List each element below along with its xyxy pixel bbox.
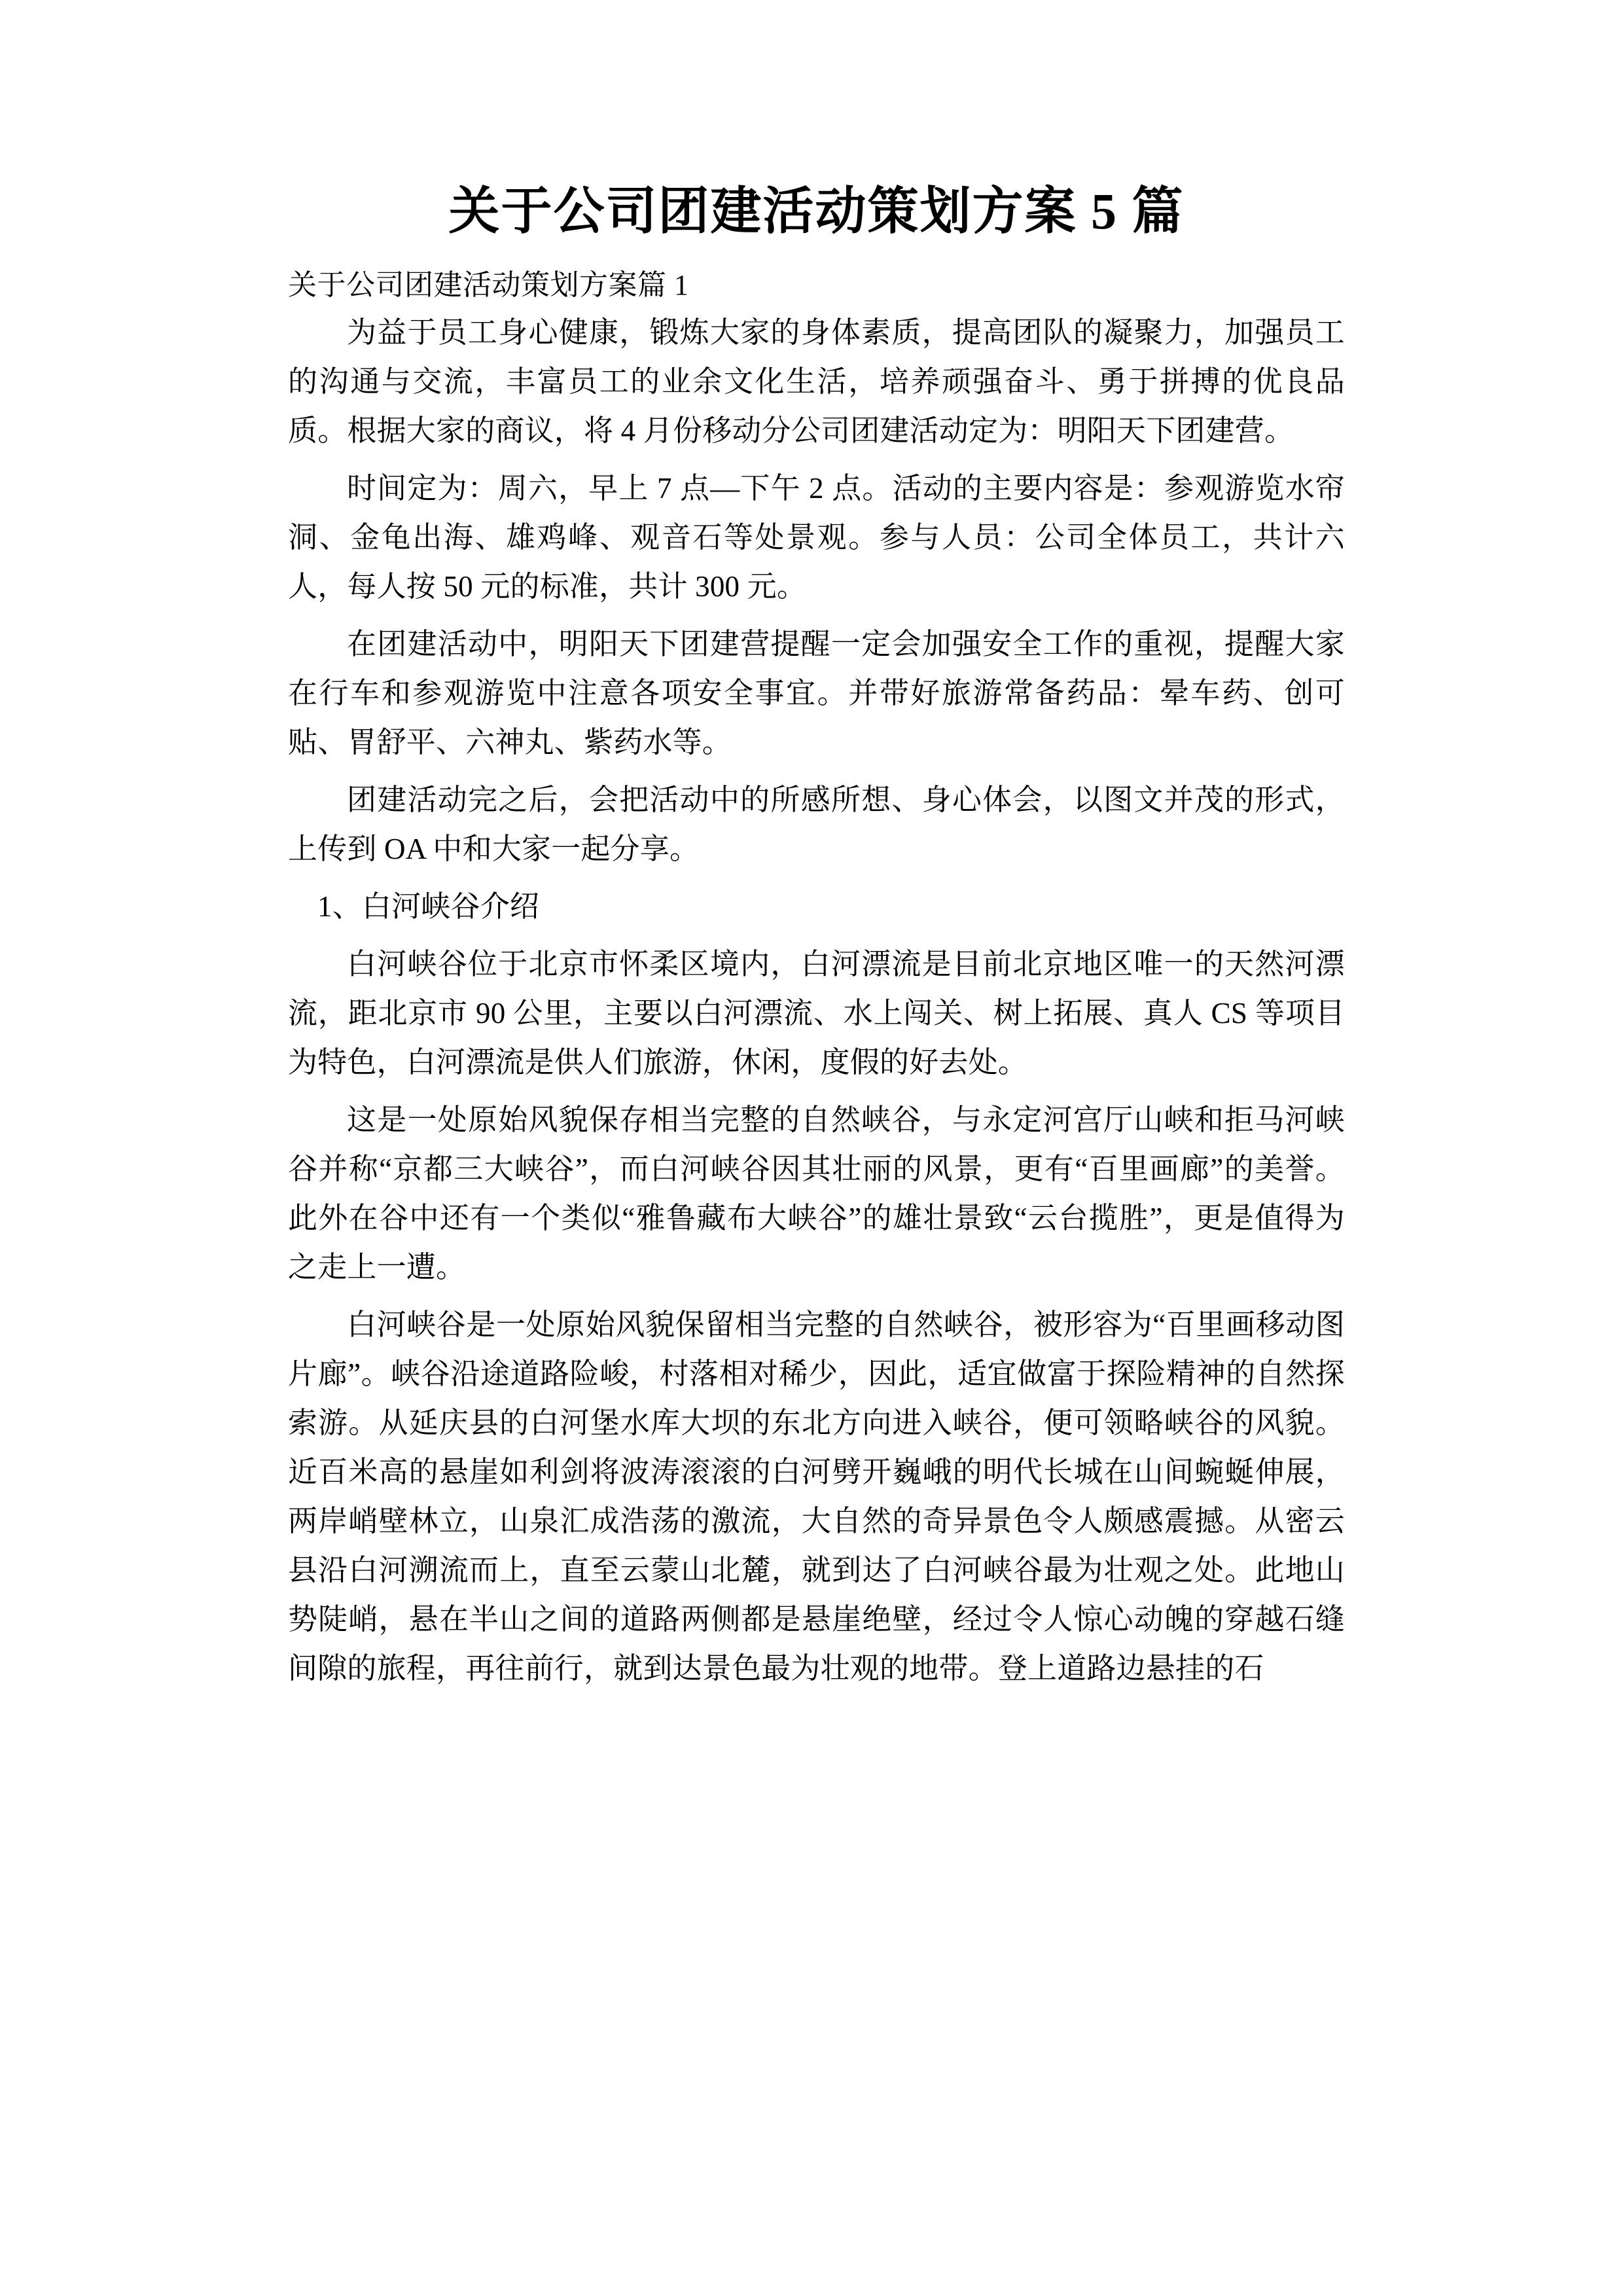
paragraph-share: 团建活动完之后，会把活动中的所感所想、身心体会，以图文并茂的形式，上传到 OA 中和大家一起分享。 [288,783,1345,865]
paragraph-baihe-location: 白河峡谷位于北京市怀柔区境内，白河漂流是目前北京地区唯一的天然河漂流，距北京市 90 公里，主要以白河漂流、水上闯关、树上拓展、真人 CS 等项目为特色，白河漂流是供人们旅游，休闲，度假的好去处。 [288,947,1345,1079]
paragraph-canyon-scenery: 这是一处原始风貌保存相当完整的自然峡谷，与永定河宫厅山峡和拒马河峡谷并称“京都三大峡谷”，而白河峡谷因其壮丽的风景，更有“百里画廊”的美誉。此外在谷中还有一个类似“雅鲁藏布大峡谷”的雄壮景致“云台揽胜”，更是值得为之走上一遭。 [288,1103,1345,1283]
page-title: 关于公司团建活动策划方案 5 篇 [448,183,1185,240]
document-subtitle: 关于公司团建活动策划方案篇 1 [288,268,689,301]
paragraph-schedule: 时间定为：周六，早上 7 点—下午 2 点。活动的主要内容是：参观游览水帘洞、金龟出海、雄鸡峰、观音石等处景观。参与人员：公司全体员工，共计六人，每人按 50 元的标准，共计 300 元。 [288,471,1345,603]
paragraph-purpose: 为益于员工身心健康，锻炼大家的身体素质，提高团队的凝聚力，加强员工的沟通与交流，丰富员工的业余文化生活，培养顽强奋斗、勇于拼搏的优良品质。根据大家的商议，将 4 月份移动分公司团建活动定为：明阳天下团建营。 [288,315,1345,447]
paragraph-canyon-detail: 白河峡谷是一处原始风貌保留相当完整的自然峡谷，被形容为“百里画移动图片廊”。峡谷沿途道路险峻，村落相对稀少，因此，适宜做富于探险精神的自然探索游。从延庆县的白河堡水库大坝的东北方向进入峡谷，便可领略峡谷的风貌。近百米高的悬崖如利剑将波涛滚滚的白河劈开巍峨的明代长城在山间蜿蜒伸展，两岸峭壁林立，山泉汇成浩荡的激流，大自然的奇异景色令人颇感震撼。从密云县沿白河溯流而上，直至云蒙山北麓，就到达了白河峡谷最为壮观之处。此地山势陡峭，悬在半山之间的道路两侧都是悬崖绝壁，经过令人惊心动魄的穿越石缝间隙的旅程，再往前行，就到达景色最为壮观的地带。登上道路边悬挂的石 [288,1308,1345,1685]
paragraph-safety: 在团建活动中，明阳天下团建营提醒一定会加强安全工作的重视，提醒大家在行车和参观游览中注意各项安全事宜。并带好旅游常备药品：晕车药、创可贴、胃舒平、六神丸、紫药水等。 [288,627,1345,759]
document-content [288,0,1345,1693]
section-heading-baihe-canyon: 1、白河峡谷介绍 [317,889,540,923]
